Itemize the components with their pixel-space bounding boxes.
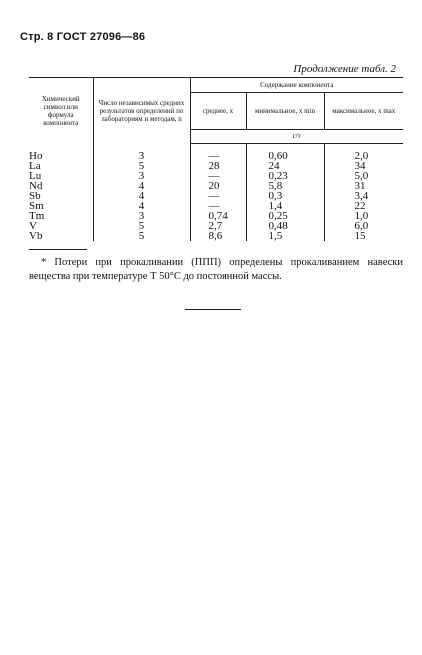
cell-average: 28 — [190, 161, 246, 171]
cell-symbol: La — [29, 160, 41, 172]
table-row — [29, 231, 403, 241]
cell-minimum: 1,5 — [246, 231, 324, 241]
cell-count: 4 — [93, 181, 190, 191]
footnote: * Потери при прокаливании (ППП) определены прокаливанием навески вещества при температуре Т 50°С до постоянной массы. — [29, 257, 403, 282]
cell-maximum: 6,0 — [324, 221, 403, 231]
cell-average: 20 — [190, 181, 246, 191]
cell-maximum: 1,0 — [324, 211, 403, 221]
cell-average: 0,74 — [190, 211, 246, 221]
cell-minimum: 5,8 — [246, 181, 324, 191]
cell-minimum: 0,48 — [246, 221, 324, 231]
cell-average: — — [190, 201, 246, 211]
cell-minimum: 0,23 — [246, 171, 324, 181]
unit-header: г/т — [190, 130, 403, 144]
cell-average: — — [190, 191, 246, 201]
cell-maximum: 2,0 — [324, 144, 403, 162]
cell-symbol: Tm — [29, 210, 45, 222]
cell-minimum: 0,3 — [246, 191, 324, 201]
components-table — [29, 77, 403, 241]
page-header: Стр. 8 ГОСТ 27096—86 — [20, 31, 146, 43]
cell-symbol: Nd — [29, 180, 43, 192]
cell-minimum: 0,60 — [246, 144, 324, 162]
data-table-container — [29, 77, 403, 241]
col-header-symbol: Химический символ или формула компонента — [29, 78, 93, 144]
cell-average: — — [190, 171, 246, 181]
cell-symbol: Sb — [29, 190, 41, 202]
cell-count: 5 — [93, 221, 190, 231]
cell-symbol: Ho — [29, 149, 43, 162]
cell-maximum: 31 — [324, 181, 403, 191]
col-header-minimum: минимальное, x min — [246, 93, 324, 130]
cell-average: 8,6 — [190, 231, 246, 241]
cell-count: 5 — [93, 231, 190, 241]
cell-symbol: Sm — [29, 200, 44, 212]
cell-minimum: 0,25 — [246, 211, 324, 221]
cell-maximum: 34 — [324, 161, 403, 171]
cell-symbol: V — [29, 220, 37, 232]
col-header-maximum: максимальное, x max — [324, 93, 403, 130]
cell-count: 3 — [93, 211, 190, 221]
cell-symbol: Vb — [29, 230, 43, 242]
table-row — [29, 144, 403, 162]
table-body — [29, 144, 403, 242]
cell-maximum: 3,4 — [324, 191, 403, 201]
col-header-count: Число независимых средних результатов определений по лабораториям и методам, n — [93, 78, 190, 144]
cell-symbol: Lu — [29, 170, 42, 182]
cell-count: 3 — [93, 144, 190, 162]
col-header-average: среднее, x — [190, 93, 246, 130]
table-continuation-label: Продолжение табл. 2 — [293, 63, 396, 75]
cell-average: 2,7 — [190, 221, 246, 231]
cell-count: 4 — [93, 191, 190, 201]
cell-count: 5 — [93, 161, 190, 171]
cell-minimum: 1,4 — [246, 201, 324, 211]
col-group-header-content: Содержание компонента — [190, 78, 403, 93]
cell-average: — — [190, 144, 246, 162]
cell-maximum: 22 — [324, 201, 403, 211]
cell-maximum: 15 — [324, 231, 403, 241]
cell-count: 3 — [93, 171, 190, 181]
footnote-rule — [29, 249, 87, 250]
cell-maximum: 5,0 — [324, 171, 403, 181]
cell-count: 4 — [93, 201, 190, 211]
end-rule — [185, 309, 241, 310]
cell-minimum: 24 — [246, 161, 324, 171]
